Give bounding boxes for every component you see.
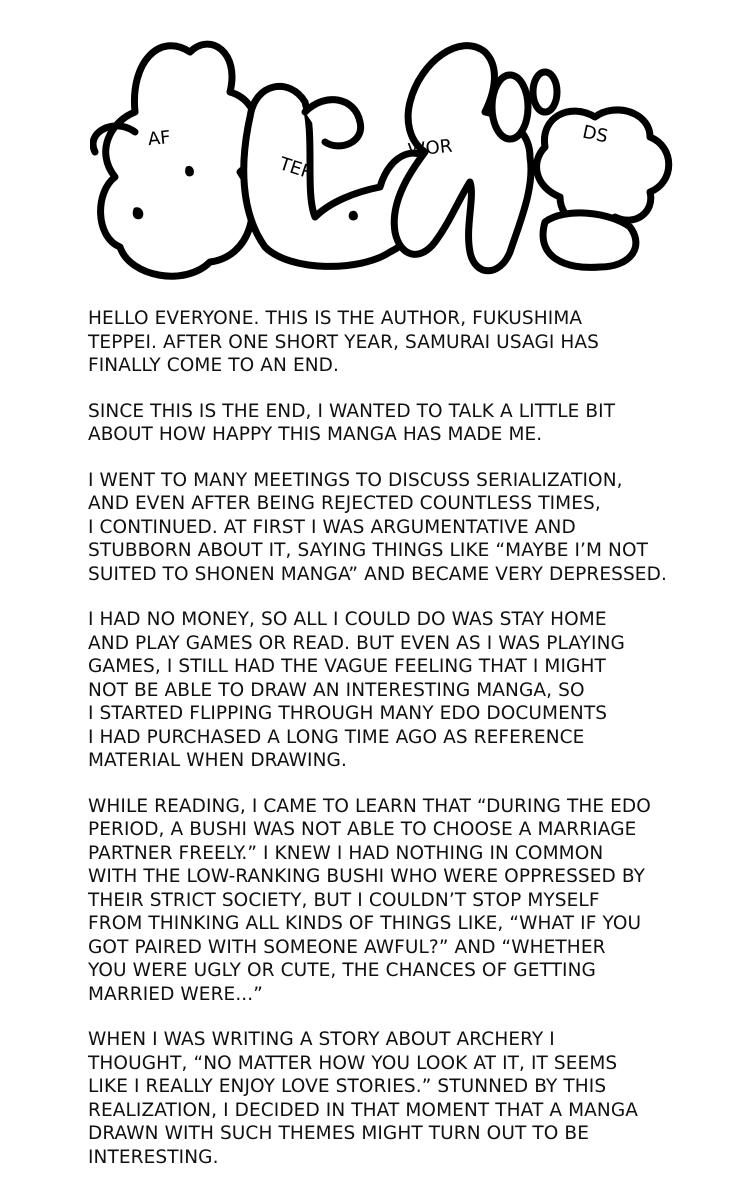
paragraph xyxy=(88,1028,698,1169)
text-line: WHILE READING, I CAME TO LEARN THAT “DURING THE EDO xyxy=(88,795,651,817)
title-syllable-wor: WOR xyxy=(406,135,454,162)
text-line: GAMES, I STILL HAD THE VAGUE FEELING THAT I MIGHT xyxy=(88,656,606,677)
title-syllable-ter: TER xyxy=(276,153,317,185)
text-line: I HAD NO MONEY, SO ALL I COULD DO WAS STAY HOME xyxy=(88,609,607,630)
text-line: SINCE THIS IS THE END, I WANTED TO TALK A LITTLE BIT xyxy=(88,400,616,422)
text-line: DRAWN WITH SUCH THEMES MIGHT TURN OUT TO BE xyxy=(88,1123,589,1144)
text-line: YOU WERE UGLY OR CUTE, THE CHANCES OF GETTING xyxy=(88,960,596,981)
text-line: WITH THE LOW-RANKING BUSHI WHO WERE OPPRESSED BY xyxy=(88,866,646,887)
paragraph xyxy=(88,469,698,587)
paragraph xyxy=(88,795,698,1007)
paragraph xyxy=(88,400,698,447)
text-line: REALIZATION, I DECIDED IN THAT MOMENT THAT A MANGA xyxy=(88,1099,639,1121)
text-line: NOT BE ABLE TO DRAW AN INTERESTING MANGA, SO xyxy=(88,679,585,701)
text-line: INTERESTING. xyxy=(88,1146,219,1168)
text-line: LIKE I REALLY ENJOY LOVE STORIES.” STUNNED BY THIS xyxy=(88,1076,607,1097)
text-line: I CONTINUED. AT FIRST I WAS ARGUMENTATIVE AND xyxy=(88,516,576,538)
paragraph xyxy=(88,608,698,773)
text-line: GOT PAIRED WITH SOMEONE AWFUL?” AND “WHETHER xyxy=(88,936,606,958)
text-line: HELLO EVERYONE. THIS IS THE AUTHOR, FUKUSHIMA xyxy=(88,308,583,329)
title-syllable-ds: DS xyxy=(580,121,610,148)
text-line: AND PLAY GAMES OR READ. BUT EVEN AS I WAS PLAYING xyxy=(88,632,625,654)
text-line: AND EVEN AFTER BEING REJECTED COUNTLESS TIMES, xyxy=(88,493,601,514)
text-line: FINALLY COME TO AN END. xyxy=(88,355,340,376)
afterword-body xyxy=(88,307,698,1191)
text-line: SUITED TO SHONEN MANGA” AND BECAME VERY DEPRESSED. xyxy=(88,563,667,585)
text-line: TEPPEI. AFTER ONE SHORT YEAR, SAMURAI USAGI HAS xyxy=(88,331,600,353)
text-line: MARRIED WERE...” xyxy=(88,983,263,1005)
text-line: I STARTED FLIPPING THROUGH MANY EDO DOCUMENTS xyxy=(88,703,608,724)
text-line: WHEN I WAS WRITING A STORY ABOUT ARCHERY I xyxy=(88,1029,555,1050)
text-line: STUBBORN ABOUT IT, SAYING THINGS LIKE “MAYBE I’M NOT xyxy=(88,540,649,561)
text-line: FROM THINKING ALL KINDS OF THINGS LIKE, “WHAT IF YOU xyxy=(88,913,642,934)
title-syllable-af: AF xyxy=(146,126,172,151)
bubble-lettering-icon xyxy=(90,22,680,292)
text-line: I WENT TO MANY MEETINGS TO DISCUSS SERIALIZATION, xyxy=(88,469,623,491)
text-line: ABOUT HOW HAPPY THIS MANGA HAS MADE ME. xyxy=(88,424,543,445)
paragraph xyxy=(88,307,698,378)
text-line: MATERIAL WHEN DRAWING. xyxy=(88,750,347,771)
text-line: PARTNER FREELY.” I KNEW I HAD NOTHING IN COMMON xyxy=(88,842,604,864)
afterwords-title-art xyxy=(90,22,680,292)
text-line: THEIR STRICT SOCIETY, BUT I COULDN’T STOP MYSELF xyxy=(88,889,600,911)
text-line: PERIOD, A BUSHI WAS NOT ABLE TO CHOOSE A MARRIAGE xyxy=(88,819,637,840)
text-line: I HAD PURCHASED A LONG TIME AGO AS REFERENCE xyxy=(88,726,585,748)
text-line: THOUGHT, “NO MATTER HOW YOU LOOK AT IT, IT SEEMS xyxy=(88,1052,618,1074)
